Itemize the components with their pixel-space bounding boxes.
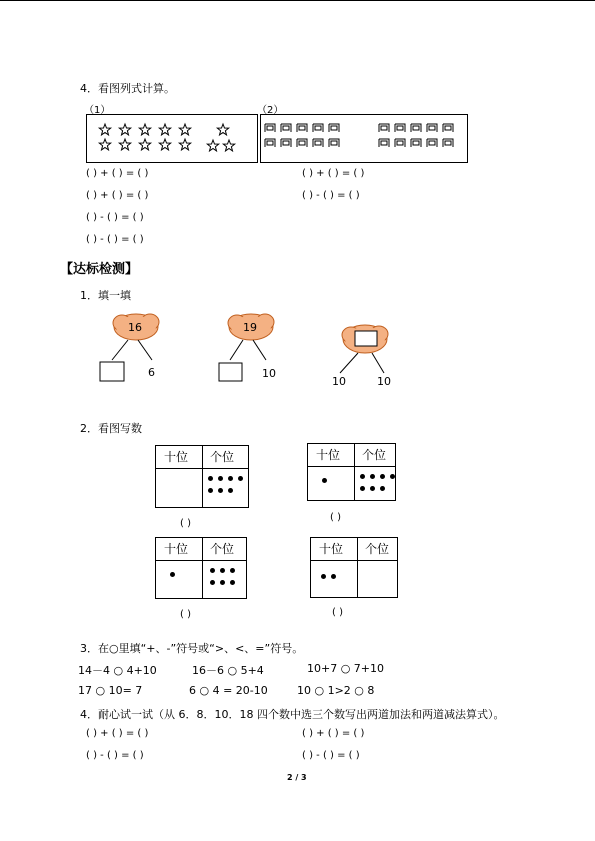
eq-plus-5[interactable]: ( ) + ( ) = ( )	[302, 728, 365, 739]
star-icon	[179, 139, 190, 150]
star-icon	[139, 124, 150, 135]
page-number: 2 / 3	[287, 773, 307, 782]
bead-dot	[208, 476, 213, 481]
star-icon	[119, 139, 130, 150]
chairs-box	[260, 114, 468, 163]
place-value-table-1	[155, 445, 249, 508]
expr-3[interactable]: 10+7 ○ 7+10	[307, 662, 385, 675]
expr-4[interactable]: 17 ○ 10= 7	[78, 684, 143, 697]
bead-dot	[208, 488, 213, 493]
ones-label: 个位	[210, 542, 235, 556]
bond-2-number: 10	[262, 367, 276, 380]
bead-dot	[380, 486, 385, 491]
stars-group	[87, 115, 257, 162]
bead-dot	[390, 474, 395, 479]
chair-icon	[427, 124, 437, 132]
eq-plus-4[interactable]: ( ) + ( ) = ( )	[86, 728, 149, 739]
chair-icon	[395, 139, 405, 147]
table-divider	[202, 446, 203, 507]
cloud-2-number: 19	[243, 321, 257, 334]
chair-icon	[443, 139, 453, 147]
answer-blank-4[interactable]: ( )	[332, 607, 343, 618]
t1-title: 1．填一填	[80, 289, 131, 302]
chair-icon	[379, 139, 389, 147]
q4-label-2: （2）	[257, 105, 284, 116]
bead-dot	[370, 474, 375, 479]
cloud-1-number: 16	[128, 321, 142, 334]
blank-box-2[interactable]	[219, 363, 242, 381]
eq-plus-1[interactable]: ( ) + ( ) = ( )	[86, 168, 149, 179]
chair-icon	[313, 139, 323, 147]
star-icon	[207, 140, 218, 151]
eq-plus-3[interactable]: ( ) + ( ) = ( )	[302, 168, 365, 179]
bead-dot	[218, 476, 223, 481]
cloud-3	[342, 325, 388, 353]
star-icon	[159, 124, 170, 135]
chair-icon	[411, 124, 421, 132]
cloud-1	[113, 314, 159, 340]
eq-minus-1[interactable]: ( ) - ( ) = ( )	[86, 212, 144, 223]
bead-dot	[220, 580, 225, 585]
bead-dot	[170, 572, 175, 577]
bead-dot	[220, 568, 225, 573]
chair-icon	[281, 139, 291, 147]
stars-box	[86, 114, 258, 163]
ones-label: 个位	[210, 450, 235, 464]
chair-icon	[395, 124, 405, 132]
bond-3-right: 10	[377, 375, 391, 388]
tens-label: 十位	[164, 542, 189, 556]
tens-label: 十位	[319, 542, 344, 556]
star-icon	[99, 139, 110, 150]
bead-dot	[360, 486, 365, 491]
answer-blank-1[interactable]: ( )	[180, 518, 191, 529]
chair-icon	[297, 124, 307, 132]
bond-3-left: 10	[332, 375, 346, 388]
bead-dot	[218, 488, 223, 493]
expr-5[interactable]: 6 ○ 4 = 20-10	[189, 684, 268, 697]
t3-title: 3．在○里填“+、-”符号或“>、<、=”符号。	[80, 642, 304, 655]
chair-icon	[427, 139, 437, 147]
star-icon	[159, 139, 170, 150]
blank-box-1[interactable]	[100, 362, 124, 381]
chairs-group	[261, 115, 467, 162]
expr-2[interactable]: 16－6 ○ 5+4	[192, 664, 264, 677]
chair-icon	[379, 124, 389, 132]
chair-icon	[265, 124, 275, 132]
chair-icon	[265, 139, 275, 147]
bead-dot	[230, 568, 235, 573]
number-bonds	[90, 305, 410, 390]
section-title: 【达标检测】	[60, 262, 139, 277]
t4-title: 4．耐心试一试（从 6．8．10．18 四个数中选三个数写出两道加法和两道减法算式）。	[80, 708, 505, 721]
bead-dot	[210, 568, 215, 573]
answer-blank-3[interactable]: ( )	[180, 609, 191, 620]
top-rule	[0, 0, 595, 1]
star-icon	[217, 124, 228, 135]
chair-icon	[329, 139, 339, 147]
bead-dot	[228, 488, 233, 493]
ones-label: 个位	[362, 448, 387, 462]
q4-title: 4．看图列式计算。	[80, 82, 175, 95]
bead-dot	[322, 478, 327, 483]
chair-icon	[411, 139, 421, 147]
bond-1-number: 6	[148, 366, 155, 379]
star-icon	[179, 124, 190, 135]
answer-blank-2[interactable]: ( )	[330, 512, 341, 523]
place-value-table-2	[307, 443, 396, 501]
bead-dot	[331, 574, 336, 579]
star-icon	[99, 124, 110, 135]
q4-label-1: （1）	[84, 105, 111, 116]
bead-dot	[238, 476, 243, 481]
bead-dot	[210, 580, 215, 585]
star-icon	[119, 124, 130, 135]
tens-label: 十位	[316, 448, 341, 462]
bead-dot	[370, 486, 375, 491]
blank-box-3[interactable]	[355, 331, 377, 346]
bead-dot	[321, 574, 326, 579]
eq-plus-2[interactable]: ( ) + ( ) = ( )	[86, 190, 149, 201]
chair-icon	[297, 139, 307, 147]
table-divider	[357, 538, 358, 597]
eq-minus-2[interactable]: ( ) - ( ) = ( )	[86, 234, 144, 245]
cloud-2	[228, 314, 274, 340]
ones-label: 个位	[365, 542, 390, 556]
chair-icon	[329, 124, 339, 132]
table-divider	[354, 444, 355, 500]
table-divider	[202, 538, 203, 598]
star-icon	[223, 140, 234, 151]
chair-icon	[443, 124, 453, 132]
place-value-table-3	[155, 537, 247, 599]
star-icon	[139, 139, 150, 150]
t2-title: 2．看图写数	[80, 422, 142, 435]
bead-dot	[230, 580, 235, 585]
chair-icon	[313, 124, 323, 132]
bead-dot	[380, 474, 385, 479]
bead-dot	[360, 474, 365, 479]
tens-label: 十位	[164, 450, 189, 464]
bead-dot	[228, 476, 233, 481]
chair-icon	[281, 124, 291, 132]
expr-6[interactable]: 10 ○ 1>2 ○ 8	[297, 684, 375, 697]
expr-1[interactable]: 14－4 ○ 4+10	[78, 664, 157, 677]
place-value-table-4	[310, 537, 398, 598]
eq-minus-4[interactable]: ( ) - ( ) = ( )	[86, 750, 144, 761]
eq-minus-3[interactable]: ( ) - ( ) = ( )	[302, 190, 360, 201]
eq-minus-5[interactable]: ( ) - ( ) = ( )	[302, 750, 360, 761]
